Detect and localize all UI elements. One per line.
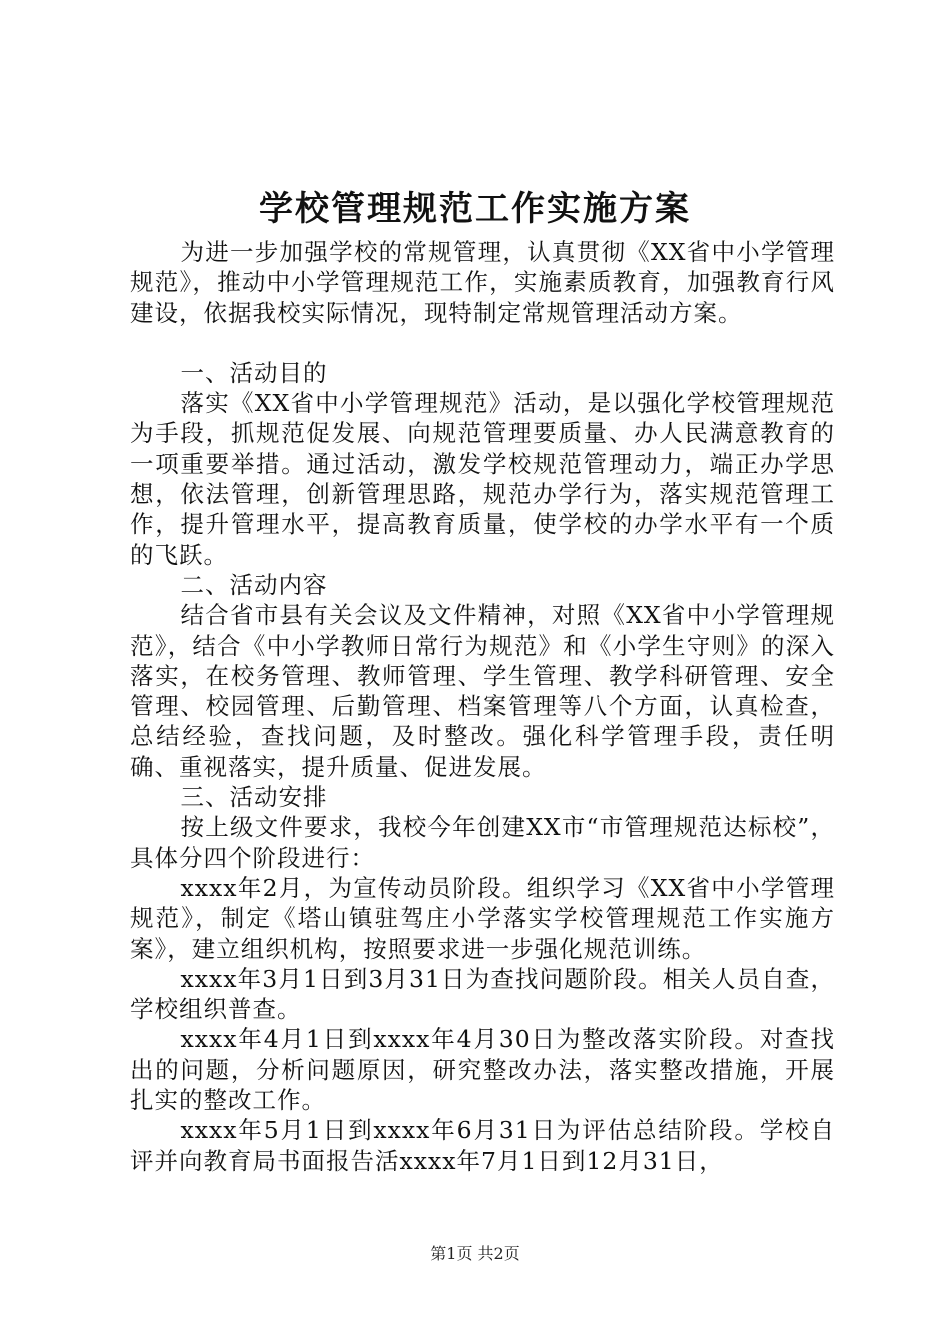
section-heading-arrangement: 三、活动安排 [180, 783, 328, 812]
paragraph-intro: 为进一步加强学校的常规管理，认真贯彻《XX省中小学管理规范》，推动中小学管理规范工作，实施素质教育，加强教育行风建设，依据我校实际情况，现特制定常规管理活动方案。 [130, 238, 835, 327]
paragraph-arrangement: 按上级文件要求，我校今年创建XX市“市管理规范达标校”，具体分四个阶段进行： [130, 813, 835, 872]
page-footer: 第1页 共2页 [430, 1244, 520, 1263]
paragraph-content: 结合省市县有关会议及文件精神，对照《XX省中小学管理规范》，结合《中小学教师日常行为规范》和《小学生守则》的深入落实，在校务管理、教师管理、学生管理、教学科研管理、安全管理、校园管理、后勤管理、档案管理等八个方面，认真检查，总结经验，查找问题，及时整改。强化科学管理手段，责任明确、重视落实，提升质量、促进发展。 [130, 601, 835, 781]
paragraph-stage-3: xxxx年4月1日到xxxx年4月30日为整改落实阶段。对查找出的问题，分析问题原因，研究整改办法，落实整改措施，开展扎实的整改工作。 [130, 1025, 835, 1115]
paragraph-stage-2: xxxx年3月1日到3月31日为查找问题阶段。相关人员自查，学校组织普查。 [130, 964, 835, 1024]
section-heading-content: 二、活动内容 [180, 570, 328, 599]
paragraph-purpose: 落实《XX省中小学管理规范》活动，是以强化学校管理规范为手段，抓规范促发展、向规范管理要质量、办人民满意教育的一项重要举措。通过活动，激发学校规范管理动力，端正办学思想，依法管理，创新管理思路，规范办学行为，落实规范管理工作，提升管理水平，提高教育质量，使学校的办学水平有一个质的飞跃。 [130, 389, 835, 569]
section-heading-purpose: 一、活动目的 [180, 358, 328, 387]
paragraph-stage-4: xxxx年5月1日到xxxx年6月31日为评估总结阶段。学校自评并向教育局书面报告活xxxx年7月1日到12月31日， [130, 1116, 835, 1175]
document-body [130, 237, 835, 1176]
document-title: 学校管理规范工作实施方案 [259, 189, 691, 229]
paragraph-stage-1: xxxx年2月，为宣传动员阶段。组织学习《XX省中小学管理规范》，制定《塔山镇驻驾庄小学落实学校管理规范工作实施方案》，建立组织机构，按照要求进一步强化规范训练。 [130, 873, 835, 963]
